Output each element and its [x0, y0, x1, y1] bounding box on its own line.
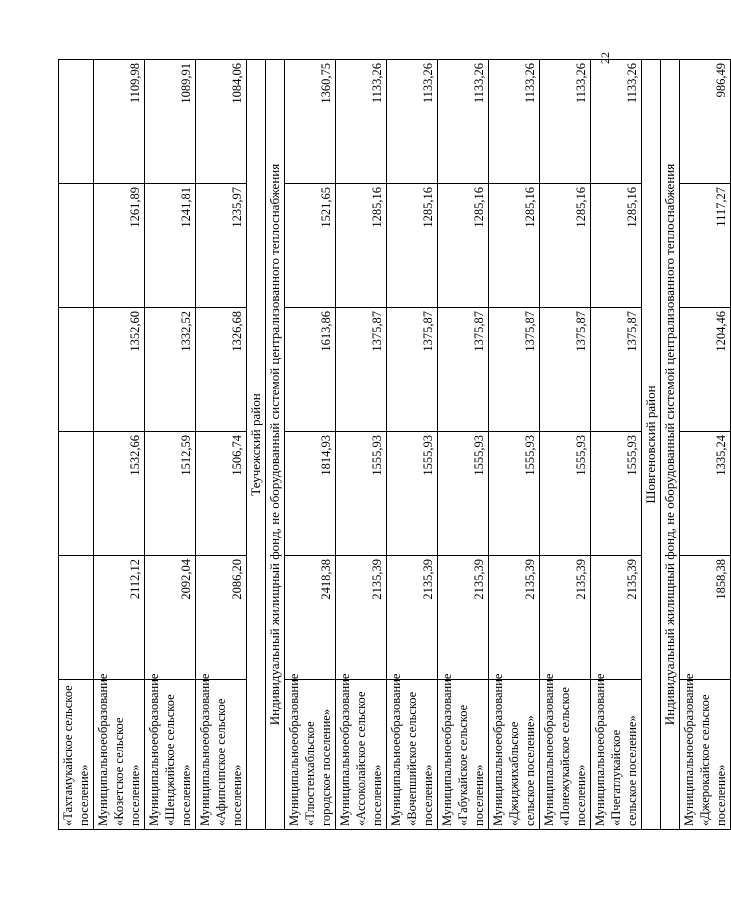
- value-cell: 986,49: [680, 60, 731, 184]
- table-row: [59, 60, 94, 830]
- value-cell: 1360,75: [285, 60, 336, 184]
- value-cell: 1335,24: [680, 432, 731, 556]
- municipality-name: «Афипсипское сельское поселение»: [214, 698, 244, 826]
- label-word: образование: [440, 673, 454, 740]
- table-row: [336, 60, 387, 830]
- label-first-line: [197, 673, 213, 826]
- value-cell: 1512,59: [145, 432, 196, 556]
- value-cell: 1555,93: [489, 432, 540, 556]
- municipality-name: «Шенджийское сельское поселение»: [163, 694, 193, 826]
- municipality-name: «Тлюстенхабльское городское поселение»: [303, 708, 333, 826]
- label-first-line: [146, 673, 162, 826]
- label-word: Муниципальное: [96, 739, 110, 826]
- section-row: [247, 60, 266, 830]
- label-word: Муниципальное: [147, 739, 161, 826]
- section-heading: Шовгеновский район: [642, 60, 661, 830]
- table-body: [59, 60, 731, 830]
- value-cell: 1555,93: [336, 432, 387, 556]
- value-cell: [59, 556, 94, 680]
- value-cell: 1532,66: [94, 432, 145, 556]
- value-cell: 1375,87: [489, 308, 540, 432]
- label-word: образование: [593, 673, 607, 740]
- municipality-label: [336, 673, 387, 830]
- value-cell: 1235,97: [196, 184, 247, 308]
- municipality-label: [145, 673, 196, 830]
- section-heading: Индивидуальный жилищный фонд, не оборудованный системой централизованного теплоснабжения: [266, 60, 285, 830]
- label-word: Муниципальное: [338, 739, 352, 826]
- label-first-line: [95, 673, 111, 826]
- table-row: [540, 60, 591, 830]
- label-word: Муниципальное: [389, 739, 403, 826]
- municipality-label: [285, 673, 336, 830]
- value-cell: 1285,16: [540, 184, 591, 308]
- label-first-line: [388, 673, 404, 826]
- section-heading: Теучежский район: [247, 60, 266, 830]
- value-cell: 1285,16: [591, 184, 642, 308]
- municipality-name: «Ассоколайское сельское поселение»: [354, 691, 384, 826]
- value-cell: 1555,93: [387, 432, 438, 556]
- value-cell: 1261,89: [94, 184, 145, 308]
- value-cell: 1555,93: [438, 432, 489, 556]
- label-word: Муниципальное: [593, 739, 607, 826]
- table-row: [591, 60, 642, 830]
- label-first-line: [439, 673, 455, 826]
- section-heading: Индивидуальный жилищный фонд, не оборудованный системой централизованного теплоснабжения: [661, 60, 680, 830]
- value-cell: 2092,04: [145, 556, 196, 680]
- label-first-line: [337, 673, 353, 826]
- municipality-label: [540, 673, 591, 830]
- municipality-label: [489, 673, 540, 830]
- municipality-label: [591, 673, 642, 830]
- value-cell: 1204,46: [680, 308, 731, 432]
- label-word: образование: [682, 673, 696, 740]
- municipality-name: «Габукайское сельское поселение»: [456, 704, 486, 826]
- label-word: Муниципальное: [198, 739, 212, 826]
- value-cell: 1375,87: [540, 308, 591, 432]
- value-cell: 2135,39: [489, 556, 540, 680]
- value-cell: [59, 432, 94, 556]
- value-cell: 1285,16: [387, 184, 438, 308]
- value-cell: 1089,91: [145, 60, 196, 184]
- label-word: Муниципальное: [440, 739, 454, 826]
- municipality-name: «Пчегатлукайское сельское поселение»: [609, 715, 639, 826]
- label-word: образование: [96, 673, 110, 740]
- value-cell: 1133,26: [438, 60, 489, 184]
- label-first-line: [592, 673, 608, 826]
- page-number: 22: [598, 52, 612, 64]
- value-cell: 2135,39: [387, 556, 438, 680]
- label-word: образование: [491, 673, 505, 740]
- label-word: Муниципальное: [491, 739, 505, 826]
- municipality-label: [680, 673, 731, 830]
- rotated-page-content: [58, 60, 731, 830]
- value-cell: 1133,26: [540, 60, 591, 184]
- municipality-name: «Джиджихабльское сельское поселение»: [507, 715, 537, 826]
- label-word: Муниципальное: [682, 739, 696, 826]
- value-cell: 1133,26: [336, 60, 387, 184]
- value-cell: 2112,12: [94, 556, 145, 680]
- label-first-line: [490, 673, 506, 826]
- value-cell: 2135,39: [540, 556, 591, 680]
- municipality-name: «Тахтамукайское сельское поселение»: [61, 685, 91, 826]
- value-cell: 1555,93: [591, 432, 642, 556]
- value-cell: 1109,98: [94, 60, 145, 184]
- value-cell: 1521,65: [285, 184, 336, 308]
- label-word: образование: [389, 673, 403, 740]
- value-cell: 1375,87: [336, 308, 387, 432]
- municipality-name: «Вочепшийское сельское поселение»: [405, 691, 435, 826]
- value-cell: 1133,26: [591, 60, 642, 184]
- table-row: [489, 60, 540, 830]
- label-word: образование: [542, 673, 556, 740]
- value-cell: 1613,86: [285, 308, 336, 432]
- value-cell: 1285,16: [438, 184, 489, 308]
- value-cell: 1814,93: [285, 432, 336, 556]
- municipality-name: «Понежукайское сельское поселение»: [558, 687, 588, 826]
- section-row: [642, 60, 661, 830]
- value-cell: 1375,87: [387, 308, 438, 432]
- table-row: [196, 60, 247, 830]
- municipality-name: «Козетское сельское поселение»: [112, 717, 142, 826]
- municipality-label: [196, 673, 247, 830]
- section-row: [661, 60, 680, 830]
- value-cell: 1375,87: [591, 308, 642, 432]
- value-cell: 1332,52: [145, 308, 196, 432]
- value-cell: 1352,60: [94, 308, 145, 432]
- value-cell: 1084,06: [196, 60, 247, 184]
- label-word: Муниципальное: [287, 739, 301, 826]
- municipality-label: [94, 673, 145, 830]
- label-word: Муниципальное: [542, 739, 556, 826]
- table-row: [285, 60, 336, 830]
- municipality-name: «Джерокайское сельское поселение»: [698, 694, 728, 826]
- value-cell: 1133,26: [387, 60, 438, 184]
- value-cell: 2418,38: [285, 556, 336, 680]
- table-row: [94, 60, 145, 830]
- municipality-label: [438, 673, 489, 830]
- value-cell: 2135,39: [591, 556, 642, 680]
- value-cell: 2135,39: [336, 556, 387, 680]
- value-cell: 2086,20: [196, 556, 247, 680]
- table-row: [145, 60, 196, 830]
- value-cell: 1133,26: [489, 60, 540, 184]
- value-cell: [59, 308, 94, 432]
- label-word: образование: [287, 673, 301, 740]
- municipality-label: [387, 673, 438, 830]
- tariff-table: [58, 59, 731, 830]
- value-cell: 1506,74: [196, 432, 247, 556]
- value-cell: 1326,68: [196, 308, 247, 432]
- label-word: образование: [198, 673, 212, 740]
- table-row: [680, 60, 731, 830]
- municipality-label: [59, 680, 94, 830]
- value-cell: 1375,87: [438, 308, 489, 432]
- value-cell: 1285,16: [336, 184, 387, 308]
- value-cell: 1858,38: [680, 556, 731, 680]
- value-cell: [59, 60, 94, 184]
- label-word: образование: [147, 673, 161, 740]
- label-word: образование: [338, 673, 352, 740]
- value-cell: 1117,27: [680, 184, 731, 308]
- label-first-line: [681, 673, 697, 826]
- value-cell: [59, 184, 94, 308]
- label-first-line: [541, 673, 557, 826]
- section-row: [266, 60, 285, 830]
- label-first-line: [286, 673, 302, 826]
- value-cell: 2135,39: [438, 556, 489, 680]
- value-cell: 1555,93: [540, 432, 591, 556]
- value-cell: 1285,16: [489, 184, 540, 308]
- table-row: [387, 60, 438, 830]
- value-cell: 1241,81: [145, 184, 196, 308]
- table-row: [438, 60, 489, 830]
